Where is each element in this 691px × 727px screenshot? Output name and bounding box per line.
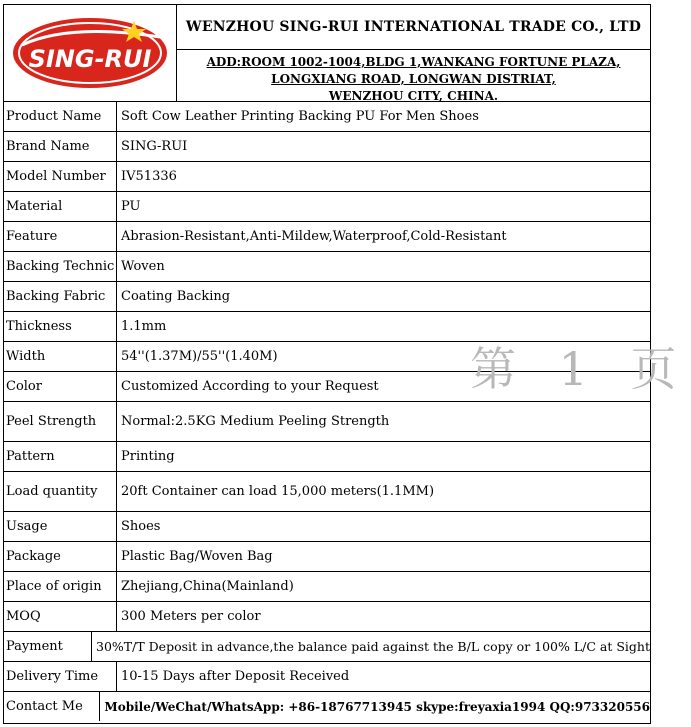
row-label: Payment: [4, 632, 92, 661]
row-label: Feature: [4, 222, 117, 251]
row-label: Brand Name: [4, 132, 117, 161]
row-value: Customized According to your Request: [121, 379, 379, 394]
row-value: 300 Meters per color: [121, 609, 261, 624]
table-row: [4, 402, 650, 442]
row-label: Width: [4, 342, 117, 371]
table-row: [4, 442, 650, 472]
row-value: 20ft Container can load 15,000 meters(1.1MM): [121, 484, 435, 499]
company-logo: [10, 15, 170, 91]
table-row: [4, 542, 650, 572]
row-value: PU: [121, 199, 141, 214]
table-row: [4, 102, 650, 132]
row-value: IV51336: [121, 169, 177, 184]
row-label: Delivery Time: [4, 662, 117, 691]
row-value: Zhejiang,China(Mainland): [121, 579, 294, 594]
table-row: [4, 472, 650, 512]
row-label: Package: [4, 542, 117, 571]
table-row: [4, 282, 650, 312]
row-label: Contact Me: [4, 692, 100, 721]
table-row: [4, 252, 650, 282]
row-label: Peel Strength: [4, 402, 117, 441]
row-value: Coating Backing: [121, 289, 231, 304]
row-value: 30%T/T Deposit in advance,the balance paid against the B/L copy or 100% L/C at Sight: [96, 639, 650, 654]
row-value: Shoes: [121, 519, 161, 534]
company-address: [177, 50, 650, 101]
row-value: Mobile/WeChat/WhatsApp: +86-18767713945 skype:freyaxia1994 QQ:973320556: [104, 699, 650, 714]
table-row: [4, 602, 650, 632]
logo-text: SING-RUI: [28, 45, 152, 73]
table-row: [4, 192, 650, 222]
row-label: Thickness: [4, 312, 117, 341]
spec-table: [4, 102, 650, 721]
row-label: Product Name: [4, 102, 117, 131]
table-row: [4, 222, 650, 252]
row-value: 54''(1.37M)/55''(1.40M): [121, 349, 278, 364]
table-row: [4, 662, 650, 692]
row-label: Pattern: [4, 442, 117, 471]
header: [4, 5, 650, 102]
table-row: [4, 632, 650, 662]
table-row: [4, 162, 650, 192]
row-value: Plastic Bag/Woven Bag: [121, 549, 273, 564]
page-watermark: 第 1 页: [470, 342, 691, 396]
address-line: WENZHOU CITY, CHINA.: [328, 89, 499, 103]
row-label: Backing Technic: [4, 252, 117, 281]
row-label: MOQ: [4, 602, 117, 631]
row-value: 10-15 Days after Deposit Received: [121, 669, 350, 684]
row-value: Normal:2.5KG Medium Peeling Strength: [121, 414, 390, 429]
row-label: Usage: [4, 512, 117, 541]
row-label: Load quantity: [4, 472, 117, 511]
row-label: Backing Fabric: [4, 282, 117, 311]
row-value: SING-RUI: [121, 139, 188, 154]
row-label: Color: [4, 372, 117, 401]
row-value: 1.1mm: [121, 319, 167, 334]
address-line: LONGXIANG ROAD, LONGWAN DISTRIAT,: [271, 72, 556, 86]
table-row: [4, 572, 650, 602]
table-row: [4, 132, 650, 162]
table-row: [4, 512, 650, 542]
row-value: Soft Cow Leather Printing Backing PU For Men Shoes: [121, 109, 479, 124]
row-value: Woven: [121, 259, 165, 274]
row-label: Material: [4, 192, 117, 221]
address-line: ADD:ROOM 1002-1004,BLDG 1,WANKANG FORTUNE PLAZA,: [206, 55, 621, 69]
logo-cell: [4, 5, 177, 101]
row-label: Model Number: [4, 162, 117, 191]
row-value: Printing: [121, 449, 175, 464]
company-name: WENZHOU SING-RUI INTERNATIONAL TRADE CO., LTD: [177, 5, 650, 50]
table-row: [4, 692, 650, 721]
row-label: Place of origin: [4, 572, 117, 601]
row-value: Abrasion-Resistant,Anti-Mildew,Waterproof,Cold-Resistant: [121, 229, 507, 244]
